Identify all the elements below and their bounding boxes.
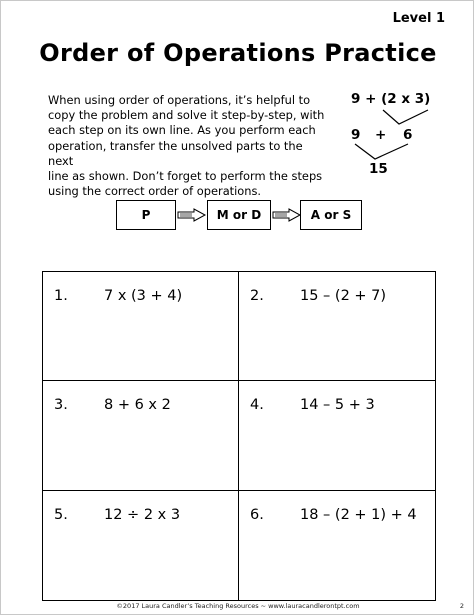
instructions-line: line as shown. Don’t forget to perform the steps	[48, 169, 323, 184]
problem-expression: 14 – 5 + 3	[300, 397, 375, 414]
problem-number: 5.	[54, 506, 68, 523]
instructions-line: each step on its own line. As you perform each	[48, 123, 316, 138]
problem-number: 4.	[250, 397, 264, 414]
instructions-line: When using order of operations, it’s helpful to	[48, 93, 311, 107]
problem-expression: 7 x (3 + 4)	[104, 288, 183, 304]
problem-cell[interactable]	[43, 491, 239, 600]
instructions-line: copy the problem and solve it step-by-step, with	[48, 108, 325, 123]
problem-number: 6.	[250, 506, 264, 523]
problem-cell[interactable]	[43, 381, 239, 490]
level-label: Level 1	[392, 11, 445, 26]
instructions-line: using the correct order of operations.	[48, 184, 262, 199]
flow-arrow-icon	[272, 208, 302, 222]
problem-cell[interactable]	[239, 272, 435, 381]
problem-expression: 18 – (2 + 1) + 4	[300, 506, 417, 523]
example-step-2-left: 9	[351, 127, 361, 143]
problem-number: 3.	[54, 397, 68, 414]
worked-example	[343, 91, 453, 181]
flow-step-parentheses: P	[116, 200, 176, 230]
example-step-2-operator: +	[375, 127, 387, 143]
example-result: 15	[369, 161, 388, 177]
problem-number: 2.	[250, 288, 264, 304]
page-title: Order of Operations Practice	[39, 39, 437, 67]
flow-step-multiply-divide: M or D	[207, 200, 271, 230]
problem-expression: 15 – (2 + 7)	[300, 288, 387, 304]
problem-number: 1.	[54, 288, 68, 304]
example-step-2-right: 6	[403, 127, 413, 143]
instructions-paragraph	[48, 93, 328, 199]
flow-step-add-subtract: A or S	[300, 200, 362, 230]
problem-expression: 12 ÷ 2 x 3	[104, 506, 181, 523]
problem-cell[interactable]	[239, 381, 435, 490]
problem-expression: 8 + 6 x 2	[104, 397, 171, 414]
problem-grid	[42, 271, 436, 601]
flow-arrow-icon	[177, 208, 207, 222]
example-step-1: 9 + (2 x 3)	[351, 91, 431, 107]
instructions-line: operation, transfer the unsolved parts to the next	[48, 138, 303, 168]
problem-cell[interactable]	[43, 272, 239, 381]
problem-cell[interactable]	[239, 491, 435, 600]
copyright-footer: ©2017 Laura Candler’s Teaching Resources ~ www.lauracandlerontpt.com	[116, 602, 360, 610]
page-number: 2	[459, 602, 464, 610]
